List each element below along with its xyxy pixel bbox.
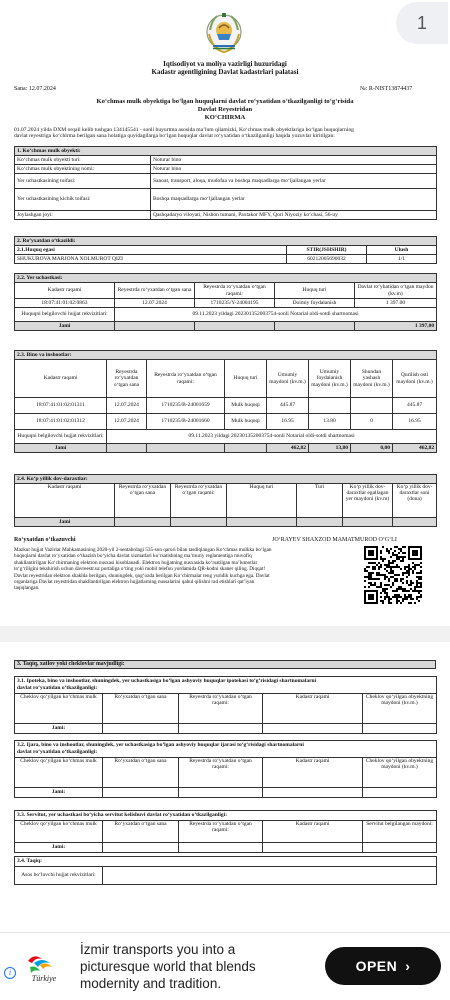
land-col-cadastre: Kadastr raqami: [15, 283, 115, 299]
bldg-total-area-sum: 462,82: [267, 444, 309, 453]
object-name-value: Noturar bino: [151, 165, 437, 174]
bldg-basis-label: Huquqni belgilovchi hujjat rekvizitlari:: [15, 430, 107, 444]
land-category-label: Yer uchastkasining toifasi:: [15, 174, 151, 189]
registrar-name: JO‘RAYEV SHAXZOD MAMATMUROD O‘G‘LI: [272, 537, 397, 543]
bldg-right-type: Mulk huquqi: [225, 414, 267, 430]
land-reg-number: 1710235/Y-24004195: [195, 299, 275, 308]
plants-col-reg-date: Reyestrda ro‘yxatdan o‘tgan sana: [115, 484, 171, 518]
lease-col-reg-date: Ro‘yxatdan o‘tgan sana: [103, 758, 179, 788]
land-subcategory-value: Boshqa maqsadlarga mo‘ljallangan yerlar: [151, 189, 437, 211]
verification-qr-code-icon[interactable]: [364, 546, 422, 604]
ad-info-icon[interactable]: i: [4, 967, 16, 979]
servitude-col-cadastre: Kadastr raqami: [263, 821, 363, 843]
legal-notice-line: Davlat reyestridan elektron shaklda berilgan, shuningdek, qog‘ozda berilgan Ko‘chirmalar teng yuridik kuchga ega. Davlat: [14, 572, 270, 579]
ad-logo-text: Türkiye: [31, 974, 57, 983]
turkiye-logo-icon: [20, 951, 68, 985]
table-row: [15, 398, 437, 414]
legal-notice: [14, 547, 358, 592]
legal-notice-line: shakllantirilgan Ko‘chirmaning elektron nusxasi hisoblanadi. Elektron hujjatning nusxasida ko‘rsatilgan ma’lumotlar: [14, 559, 258, 566]
servitude-col-area: Servitut belgilangan maydoni:: [363, 821, 437, 843]
ad-text-line: İzmir transports you into a: [80, 942, 236, 957]
plants-col-right-type: Huquq turi: [227, 484, 297, 518]
bldg-reg-date: 12.07.2024: [107, 414, 147, 430]
land-col-right-type: Huquq turi: [275, 283, 355, 299]
ad-banner[interactable]: [0, 932, 450, 1000]
property-object-table: [14, 146, 437, 220]
land-col-reg-number: Reyestrda ro‘yxatdan o‘tgan raqami:: [195, 283, 275, 299]
share-column-header: Ulush: [367, 246, 437, 255]
land-basis-value: 09.11.2023 yildagi 202301352003754-sonli Notarial oldi-sotdi shartnomasi: [115, 308, 437, 322]
page-divider: [0, 626, 450, 642]
legal-notice-line: taqiqlangan.: [14, 585, 40, 592]
bldg-living-area: 0: [351, 414, 393, 430]
land-subcategory-label: Yer uchastkasining kichik toifasi:: [15, 189, 151, 211]
bldg-basis-value: 09.11.2023 yildagi 202301352003754-sonli Notarial oldi-sotdi shartnomasi: [107, 430, 437, 444]
plants-col-area: Ko‘p yillik dov-daraxtlar egallagan yer maydoni (kv.m): [343, 484, 393, 518]
bldg-total-area: 445.87: [267, 398, 309, 414]
bldg-col-footprint-area: Qurilish osti maydoni (kv.m.): [393, 360, 437, 398]
land-total-value: 1 397,00: [355, 322, 437, 331]
section-2-4-heading: 2.4. Ko‘p yillik dov-daraxtlar:: [15, 475, 437, 484]
stir-column-header: STIR(JSHSHIR): [287, 246, 367, 255]
mortgage-col-reg-number: Reyestrda ro‘yxatdan o‘tgan raqami:: [179, 694, 263, 724]
rights-holder-table: [14, 236, 437, 264]
document-title-line2: Davlat Reyestridan: [197, 106, 253, 113]
ad-open-button-label: OPEN: [355, 958, 398, 974]
lease-col-property: Cheklov qo‘yilgan ko‘chmas mulk: [15, 758, 103, 788]
legal-notice-line: to‘g‘riligini tekshirish uchun davreestr.uz portaliga o‘ting yoki mobil telefon yordamida QR-kodni skaner qiling. Diqqat!: [14, 566, 266, 573]
land-col-reg-date: Reyestrda ro‘yxatdan o‘tgan sana: [115, 283, 195, 299]
lease-col-cadastre: Kadastr raqami: [263, 758, 363, 788]
ad-text-line: modernity and tradition.: [80, 976, 222, 991]
plants-total-label: Jami: [15, 518, 115, 527]
land-category-value: Sanoat, transport, aloqa, mudofaa va boshqa maqsadlarga mo‘ljallangan yerlar: [151, 174, 437, 189]
legal-notice-line: Mazkur hujjat Vazirlar Mahkamasining 2020-yil 2-sentabrdagi 535-son qarori bilan tasdiqlangan Ko‘chmas mulkka bo‘lgan: [14, 547, 272, 553]
object-type-value: Noturar bino: [151, 156, 437, 165]
servitude-total-label: Jami:: [15, 843, 103, 853]
servitude-heading: 3.3. Servitut, yer uchastkasi bo‘yicha servitut kelishuvi davlat ro‘yxatidan o‘tkazilganligi:: [15, 811, 437, 821]
mortgage-heading-line: 3.1. Ipoteka, bino va inshootlar, shuningdek, yer uchastkasiga bo‘lgan ashyoviy huquqlar ipotekasi to‘g‘risidagi shartnomalarni: [17, 678, 317, 685]
land-total-label: Jami: [15, 322, 115, 331]
mortgage-heading-line: davlat ro‘yxatidan o‘tkazilganligi:: [17, 685, 98, 691]
servitude-table: [14, 810, 437, 853]
mortgage-col-area: Cheklov qo‘yilgan obyektning maydoni (kv.m.): [363, 694, 437, 724]
buildings-table: [14, 350, 437, 453]
location-value: Qashqadaryo viloyati, Nishon tumani, Paxtakor MFY, Qori Niyoziy ko‘chasi, 56-uy: [151, 211, 437, 220]
mortgage-col-property: Cheklov qo‘yilgan ko‘chmas mulk: [15, 694, 103, 724]
object-name-label: Ko‘chmas mulk obyektining nomi:: [15, 165, 151, 174]
lease-total-label: Jami:: [15, 788, 103, 798]
bldg-col-cadastre: Kadastr raqami: [15, 360, 107, 398]
plants-col-cadastre: Kadastr raqami: [15, 484, 115, 518]
bldg-living-area: [351, 398, 393, 414]
lease-heading-line: davlat ro‘yxatidan o‘tkazilganligi:: [17, 749, 98, 755]
document-date: Sana: 12.07.2024: [14, 86, 56, 92]
document-title-line1: Ko‘chmas mulk obyektiga bo‘lgan huquqlarni davlat ro‘yxatidan o‘tkazilganligi to‘g‘risida: [96, 98, 354, 105]
lease-heading: [15, 741, 437, 758]
section-2-1-heading: 2.1.Huquq egasi: [15, 246, 287, 255]
section-1-heading: 1. Ko‘chmas mulk obyekti:: [15, 147, 437, 156]
section-2-2-heading: 2.2. Yer uchastkasi:: [15, 274, 437, 283]
chevron-right-icon: ›: [405, 958, 411, 974]
bldg-col-total-area: Umumiy maydoni (kv.m.): [267, 360, 309, 398]
owner-stir: 60212005690032: [287, 255, 367, 264]
intro-text-line2: davlat reyestriga ko‘chirma berilgan sana holatiga quyidagilarga bo‘lgan huquqlar davlat ro‘yxatidan o‘tkazilganligi haqida yozuvlar kiritilgan:: [14, 133, 335, 139]
bldg-common-area-sum: 13,80: [309, 444, 351, 453]
prohibition-table: [14, 856, 437, 885]
plants-col-kind: Turi: [297, 484, 343, 518]
section-3-heading: 3. Taqiq, xatlov yoki cheklovlar mavjudligi:: [14, 660, 436, 669]
bldg-col-reg-number: Reyestrda ro‘yxatdan o‘tgan raqami:: [147, 360, 225, 398]
prohibition-basis-label: Asos bo‘luvchi hujjat rekvizitlari:: [15, 867, 103, 885]
ad-text: [80, 941, 320, 992]
bldg-common-area: [309, 398, 351, 414]
bldg-footprint-area: 16.95: [393, 414, 437, 430]
lease-col-reg-number: Reyestrda ro‘yxatdan o‘tgan raqami:: [179, 758, 263, 788]
servitude-col-reg-date: Ro‘yxatdan o‘tgan sana: [103, 821, 179, 843]
mortgage-table: [14, 676, 437, 734]
plants-col-reg-number: Reyestrda ro‘yxatdan o‘tgan raqami:: [171, 484, 227, 518]
bldg-reg-number: 1710235/B-24001659: [147, 398, 225, 414]
ministry-heading: Iqtisodiyot va moliya vazirligi huzuridagi: [163, 60, 287, 68]
section-2-3-heading: 2.3. Bino va inshootlar:: [15, 351, 437, 360]
owner-share: 1/1: [367, 255, 437, 264]
owner-name: SHUKUROVA MARJONA XOLMUROT QIZI: [15, 255, 287, 264]
bldg-footprint-area-sum: 462,82: [393, 444, 437, 453]
bldg-footprint-area: 445.87: [393, 398, 437, 414]
perennial-plants-table: [14, 474, 437, 527]
mortgage-col-cadastre: Kadastr raqami: [263, 694, 363, 724]
state-emblem-icon: [205, 10, 243, 54]
mortgage-col-reg-date: Ro‘yxatdan o‘tgan sana: [103, 694, 179, 724]
page-number-badge: 1: [396, 2, 448, 44]
servitude-col-property: Cheklov qo‘yilgan ko‘chmas mulk: [15, 821, 103, 843]
legal-notice-line: huquqlarni davlat ro‘yxatidan o‘tkazish bo‘yicha davlat xizmatlari ko‘rsatishning ma’muriy reglamentiga muvofiq: [14, 553, 252, 560]
bldg-total-area: 16.95: [267, 414, 309, 430]
mortgage-heading: [15, 677, 437, 694]
lease-col-area: Cheklov qo‘yilgan obyektning maydoni (kv.m.): [363, 758, 437, 788]
bldg-common-area: 13.80: [309, 414, 351, 430]
bldg-living-area-sum: 0,00: [351, 444, 393, 453]
lease-table: [14, 740, 437, 798]
land-area: 1 397.00: [355, 299, 437, 308]
plants-col-count: Ko‘p yillik dov-daraxtlar soni (dona): [393, 484, 437, 518]
servitude-col-reg-number: Reyestrda ro‘yxatdan o‘tgan raqami:: [179, 821, 263, 843]
land-plot-table: [14, 273, 437, 331]
object-type-label: Ko‘chmas mulk obyekti turi:: [15, 156, 151, 165]
section-2-heading: 2. Ro‘yxatdan o‘tkazildi:: [15, 237, 437, 246]
ad-text-line: picturesque world that blends: [80, 959, 256, 974]
intro-text-line1: 01.07.2024 yilda DXM orqali kelib tushgan 134145541 - sonli buyurtma asosida ma’lum qilamizki, Ko‘chmas mulk obyektlariga bo‘lgan huquqlarning: [14, 127, 354, 133]
bldg-col-living-area: Shundan yashash maydoni (kv.m.): [351, 360, 393, 398]
location-label: Joylashgan joyi:: [15, 211, 151, 220]
land-cadastre-number: 18:07:41:01:02:0863: [15, 299, 115, 308]
lease-heading-line: 3.2. Ijara, bino va inshootlar, shuningdek, yer uchastkasiga bo‘lgan ashyoviy huquqlar ijarasi to‘g‘risidagi shartnomalarni: [17, 742, 304, 749]
mortgage-total-label: Jami:: [15, 724, 103, 734]
prohibition-heading: 3.4. Taqiq:: [15, 857, 437, 867]
land-col-area: Davlat ro‘yhatidan o‘tgan maydon (kv.m): [355, 283, 437, 299]
document-title-line3: KO‘CHIRMA: [204, 114, 246, 121]
bldg-total-label: Jami: [15, 444, 107, 453]
bldg-reg-number: 1710235/B-24001660: [147, 414, 225, 430]
ad-open-button[interactable]: [325, 947, 441, 985]
bldg-right-type: Mulk huquqi: [225, 398, 267, 414]
registrar-role: Ro‘yxatdan o‘tkazuvchi: [14, 537, 76, 543]
bldg-cadastre-number: 18:07:41:01:02:01312: [15, 414, 107, 430]
bldg-col-right-type: Huquq turi: [225, 360, 267, 398]
bldg-cadastre-number: 18:07:41:01:02:01311: [15, 398, 107, 414]
legal-notice-line: organlariga Davlat reyestridan shakllantirilgan elektron hujjatlarning nussalarini qabul qilishni rad etishlari qat’iyan: [14, 579, 255, 586]
land-reg-date: 12.07.2024: [115, 299, 195, 308]
table-row: [15, 414, 437, 430]
agency-heading: Kadastr agentligining Davlat kadastrlari palatasi: [151, 68, 299, 76]
bldg-col-common-area: Umumiy foydalanish maydoni (kv.m.): [309, 360, 351, 398]
bldg-col-reg-date: Reyestrda ro‘yxatdan o‘tgan sana: [107, 360, 147, 398]
land-right-type: Doimiy foydalanish: [275, 299, 355, 308]
land-basis-label: Huquqni belgilovchi hujjat rekvizitlari:: [15, 308, 115, 322]
bldg-reg-date: 12.07.2024: [107, 398, 147, 414]
document-number: №: R-NIST13874437: [360, 86, 413, 92]
